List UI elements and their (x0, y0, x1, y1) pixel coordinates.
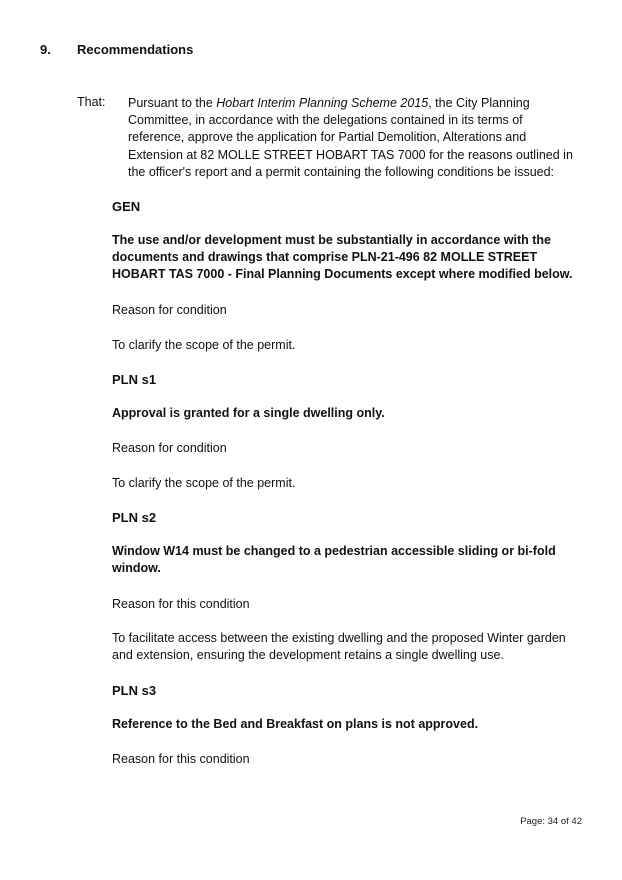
section-number: 9. (40, 42, 51, 57)
condition-code: PLN s3 (112, 683, 157, 698)
section-title: Recommendations (77, 42, 194, 57)
condition-code: PLN s2 (112, 510, 157, 525)
intro-paragraph (128, 95, 578, 181)
reason-label: Reason for this condition (112, 597, 250, 611)
page-number: Page: 34 of 42 (520, 816, 582, 827)
condition-text: Approval is granted for a single dwelling only. (112, 406, 385, 420)
reason-label: Reason for this condition (112, 752, 250, 766)
reason-text: To clarify the scope of the permit. (112, 338, 296, 352)
reason-label: Reason for condition (112, 303, 227, 317)
condition-text: Window W14 must be changed to a pedestrian accessible sliding or bi-fold window. (112, 544, 556, 575)
intro-text-before: Pursuant to the (128, 96, 217, 110)
reason-text: To facilitate access between the existing dwelling and the proposed Winter garden and extension, ensuring the development retains a single dwelling use. (112, 631, 566, 662)
reason-text: To clarify the scope of the permit. (112, 476, 296, 490)
that-label: That: (77, 95, 106, 109)
condition-code: GEN (112, 199, 141, 214)
intro-text-after: , the City Planning Committee, in accordance with the delegations contained in its terms of reference, approve the application for Partial Demolition, Alterations and Extension at 82 MOLLE STREET HOBART TAS 7000 for the reasons outlined in the officer's report and a permit containing the following conditions be issued: (128, 96, 573, 179)
scheme-name: Hobart Interim Planning Scheme 2015 (216, 96, 429, 110)
reason-label: Reason for condition (112, 441, 227, 455)
condition-code: PLN s1 (112, 372, 157, 387)
condition-text: Reference to the Bed and Breakfast on plans is not approved. (112, 717, 479, 731)
condition-text: The use and/or development must be substantially in accordance with the documents and drawings that comprise PLN-21-496 82 MOLLE STREET HOBART TAS 7000 - Final Planning Documents except where modified below. (112, 233, 573, 281)
